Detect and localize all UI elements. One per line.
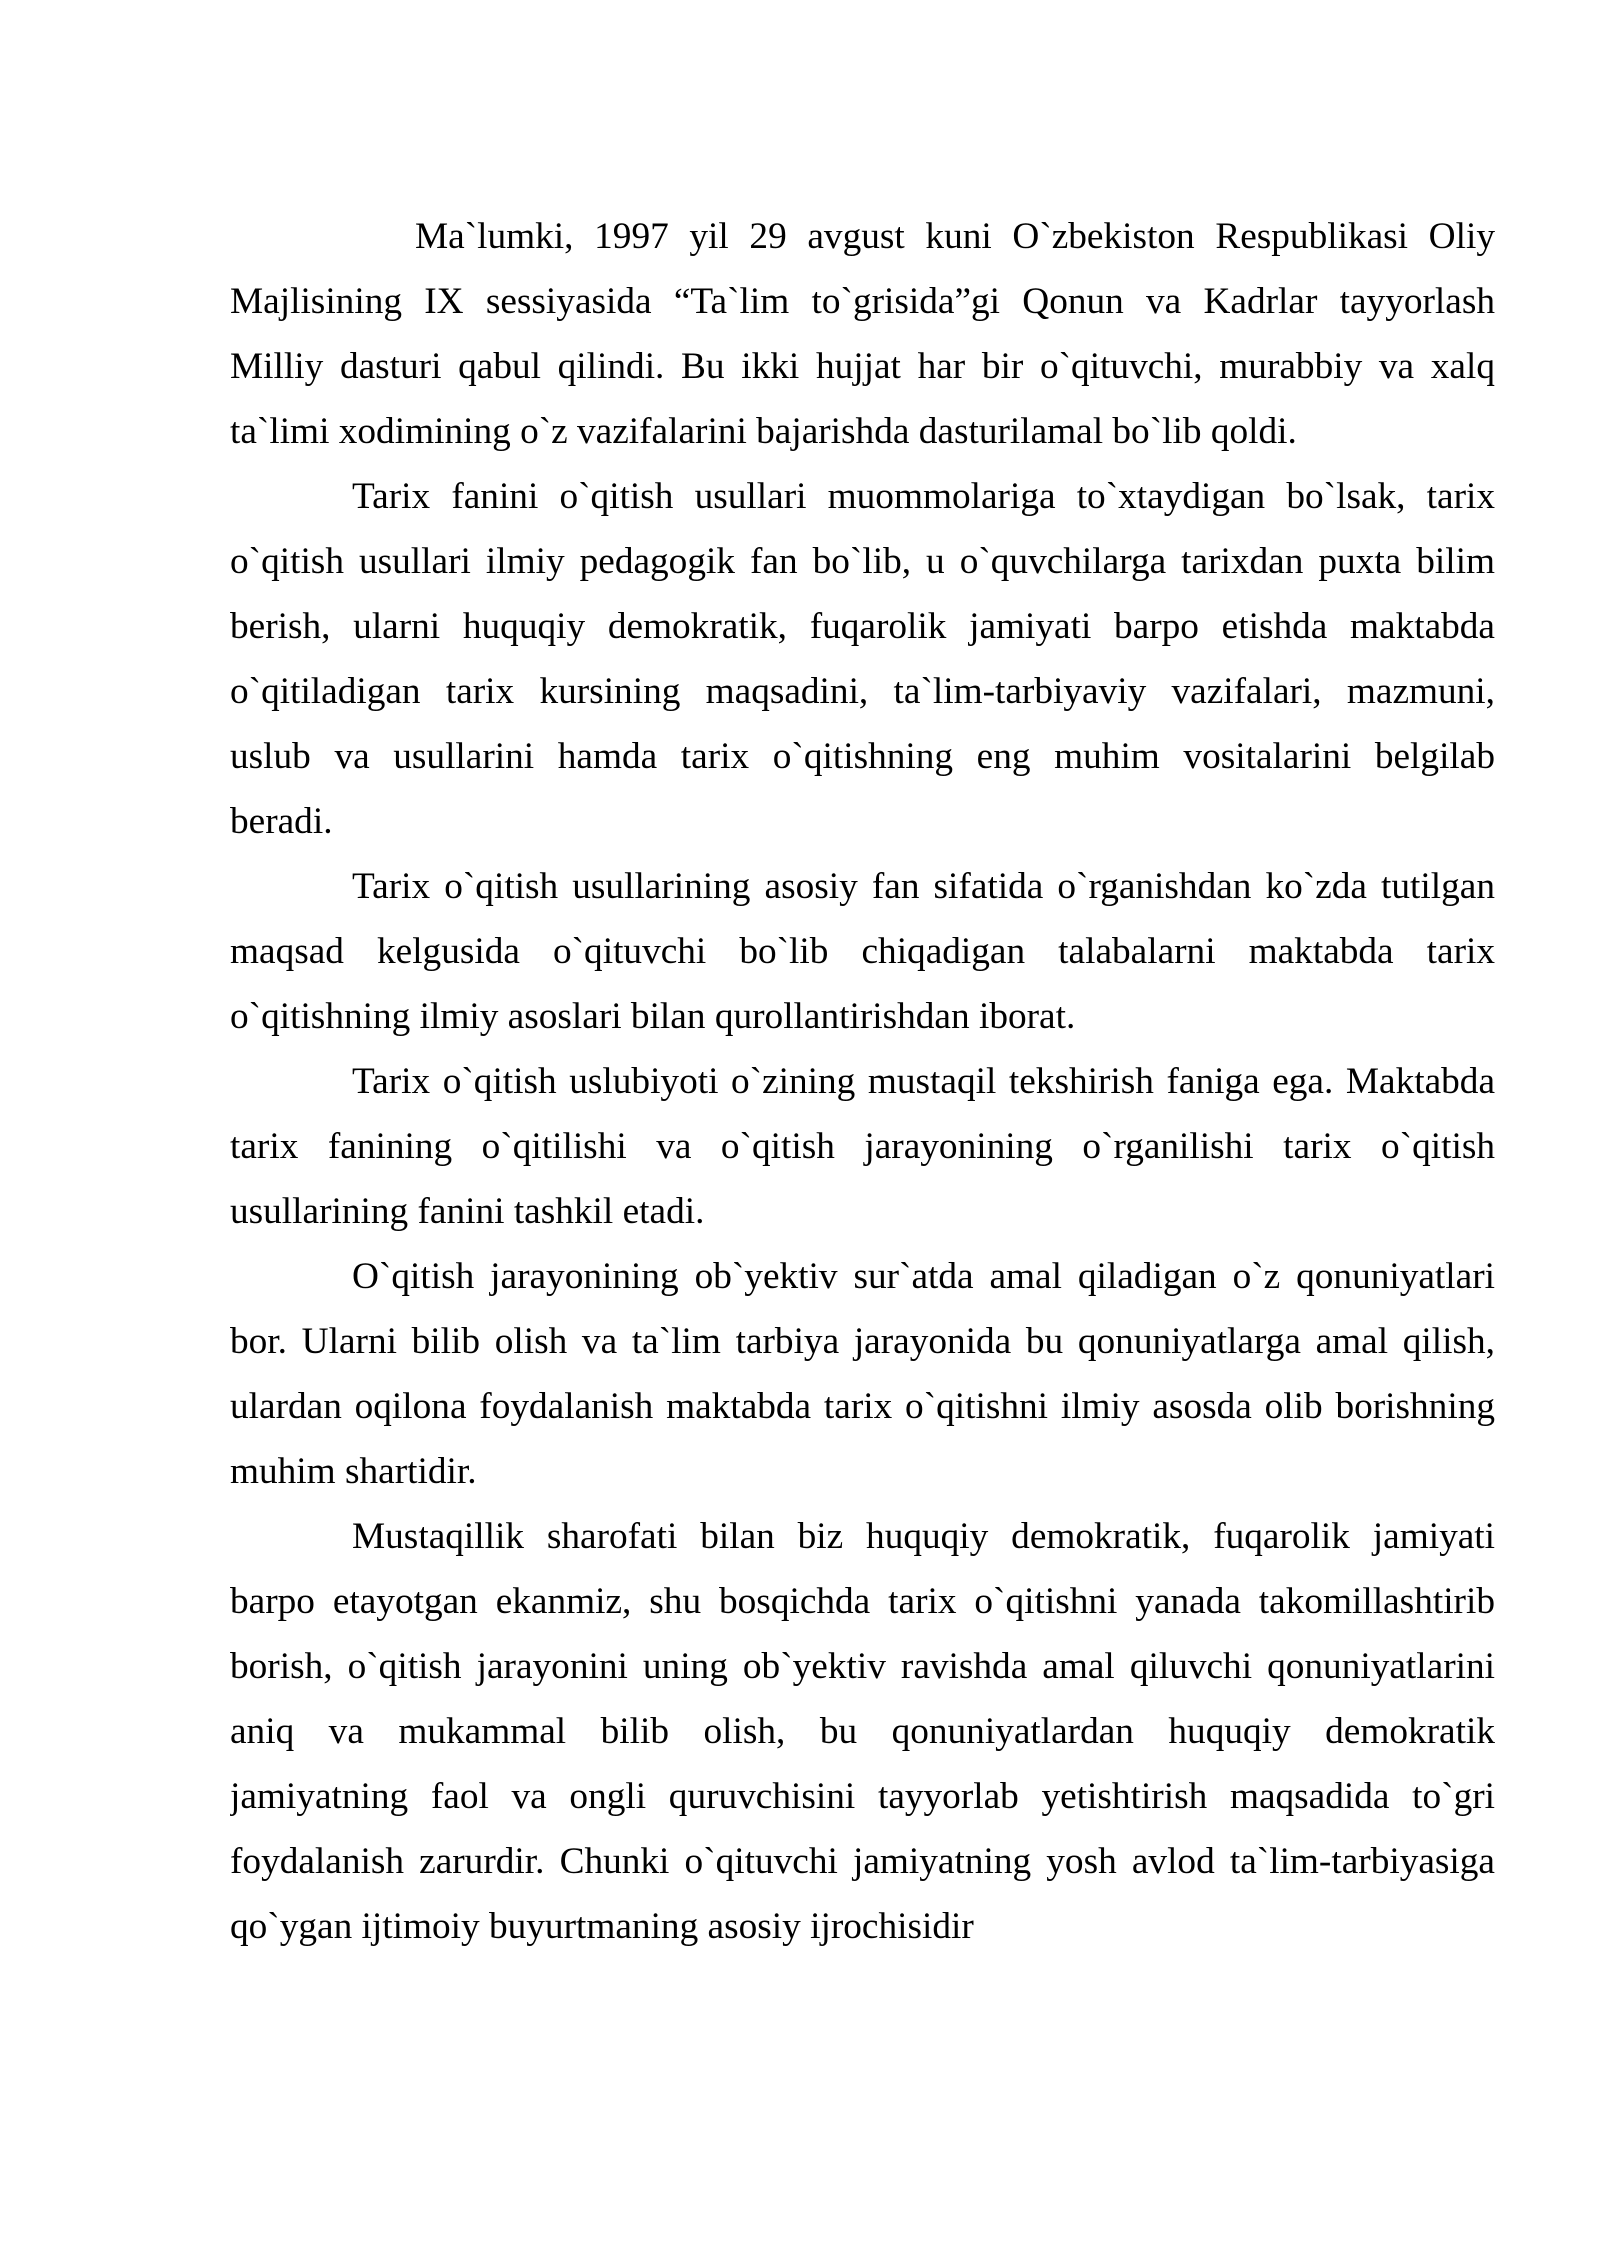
text-line: ulardan oqilona foydalanish maktabda tarix o`qitishni ilmiy asosda olib borishning	[230, 1386, 1495, 1427]
text-line: qo`ygan ijtimoiy buyurtmaning asosiy ijrochisidir	[230, 1906, 974, 1947]
text-line: o`qitish usullari ilmiy pedagogik fan bo`lib, u o`quvchilarga tarixdan puxta bilim	[230, 541, 1495, 582]
text-line: O`qitish jarayonining ob`yektiv sur`atda amal qiladigan o`z qonuniyatlari	[352, 1256, 1495, 1297]
paragraph	[230, 1504, 1495, 1959]
body-text	[230, 204, 1495, 1959]
paragraph	[230, 464, 1495, 854]
text-line: barpo etayotgan ekanmiz, shu bosqichda tarix o`qitishni yanada takomillashtirib	[230, 1581, 1495, 1622]
text-line: tarix fanining o`qitilishi va o`qitish jarayonining o`rganilishi tarix o`qitish	[230, 1126, 1495, 1167]
text-line: borish, o`qitish jarayonini uning ob`yektiv ravishda amal qiluvchi qonuniyatlarini	[230, 1646, 1495, 1687]
text-line: bor. Ularni bilib olish va ta`lim tarbiya jarayonida bu qonuniyatlarga amal qilish,	[230, 1321, 1495, 1362]
text-line: berish, ularni huquqiy demokratik, fuqarolik jamiyati barpo etishda maktabda	[230, 606, 1495, 647]
text-line: ta`limi xodimining o`z vazifalarini bajarishda dasturilamal bo`lib qoldi.	[230, 411, 1297, 452]
text-line: Tarix fanini o`qitish usullari muommolariga to`xtaydigan bo`lsak, tarix	[352, 476, 1495, 517]
paragraph	[230, 1244, 1495, 1504]
text-line: Milliy dasturi qabul qilindi. Bu ikki hujjat har bir o`qituvchi, murabbiy va xalq	[230, 346, 1495, 387]
text-line: foydalanish zarurdir. Chunki o`qituvchi jamiyatning yosh avlod ta`lim-tarbiyasiga	[230, 1841, 1495, 1882]
paragraph	[230, 1049, 1495, 1244]
paragraph	[230, 204, 1495, 464]
text-line: beradi.	[230, 801, 333, 842]
paragraph	[230, 854, 1495, 1049]
text-line: maqsad kelgusida o`qituvchi bo`lib chiqadigan talabalarni maktabda tarix	[230, 931, 1495, 972]
text-line: Majlisining IX sessiyasida “Ta`lim to`grisida”gi Qonun va Kadrlar tayyorlash	[230, 281, 1495, 322]
text-line: usullarining fanini tashkil etadi.	[230, 1191, 705, 1232]
text-line: aniq va mukammal bilib olish, bu qonuniyatlardan huquqiy demokratik	[230, 1711, 1495, 1752]
text-line: uslub va usullarini hamda tarix o`qitishning eng muhim vositalarini belgilab	[230, 736, 1495, 777]
text-line: jamiyatning faol va ongli quruvchisini tayyorlab yetishtirish maqsadida to`gri	[230, 1776, 1495, 1817]
text-line: Tarix o`qitish usullarining asosiy fan sifatida o`rganishdan ko`zda tutilgan	[352, 866, 1495, 907]
text-line: o`qitiladigan tarix kursining maqsadini, ta`lim-tarbiyaviy vazifalari, mazmuni,	[230, 671, 1495, 712]
text-line: Mustaqillik sharofati bilan biz huquqiy demokratik, fuqarolik jamiyati	[352, 1516, 1495, 1557]
text-line: Ma`lumki, 1997 yil 29 avgust kuni O`zbekiston Respublikasi Oliy	[415, 216, 1495, 257]
text-line: muhim shartidir.	[230, 1451, 477, 1492]
text-line: o`qitishning ilmiy asoslari bilan qurollantirishdan iborat.	[230, 996, 1076, 1037]
text-line: Tarix o`qitish uslubiyoti o`zining mustaqil tekshirish faniga ega. Maktabda	[352, 1061, 1495, 1102]
